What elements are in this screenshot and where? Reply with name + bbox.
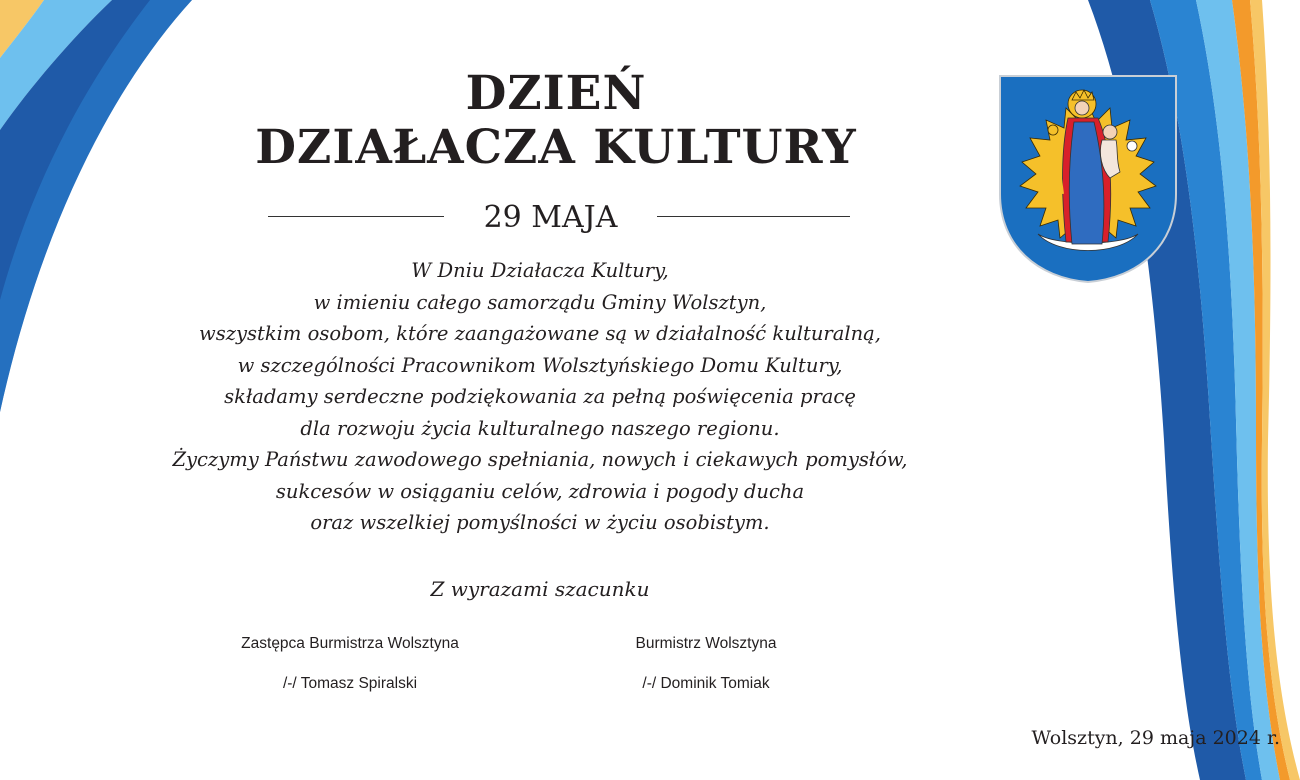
body-line: w szczególności Pracownikom Wolsztyńskiego Domu Kultury, — [237, 353, 843, 377]
body-line: w imieniu całego samorządu Gminy Wolsztyn, — [313, 290, 767, 314]
wolsztyn-coat-of-arms-icon — [998, 74, 1178, 284]
body-line: składamy serdeczne podziękowania za pełną poświęcenia pracę — [224, 385, 856, 408]
signature-right-name: /-/ Dominik Tomiak — [642, 675, 770, 692]
signature-right-role: Burmistrz Wolsztyna — [635, 635, 777, 652]
body-line: Życzymy Państwu zawodowego spełniania, nowych i ciekawych pomysłów, — [172, 448, 908, 471]
title-line-1: DZIEŃ — [465, 66, 647, 121]
body-line: sukcesów w osiąganiu celów, zdrowia i pogody ducha — [275, 479, 805, 503]
body-line: W Dniu Działacza Kultury, — [411, 259, 669, 282]
signature-left-name: /-/ Tomasz Spiralski — [282, 675, 418, 692]
signature-left-role: Zastępca Burmistrza Wolsztyna — [241, 635, 459, 652]
divider-right — [657, 216, 850, 217]
divider-left — [268, 216, 444, 217]
closing-phrase: Z wyrazami szacunku — [430, 577, 650, 601]
date-banner-text: 29 MAJA — [483, 200, 618, 235]
place-and-date: Wolsztyn, 29 maja 2024 r. — [1031, 727, 1280, 749]
date-banner — [268, 196, 850, 240]
body-line: wszystkim osobom, które zaangażowane są w działalność kulturalną, — [199, 322, 881, 345]
body-line: oraz wszelkiej pomyślności w życiu osobistym. — [310, 511, 770, 534]
title-line-2: DZIAŁACZA KULTURY — [255, 120, 857, 175]
greeting-body — [0, 255, 1080, 539]
body-line: dla rozwoju życia kulturalnego naszego regionu. — [300, 416, 780, 440]
